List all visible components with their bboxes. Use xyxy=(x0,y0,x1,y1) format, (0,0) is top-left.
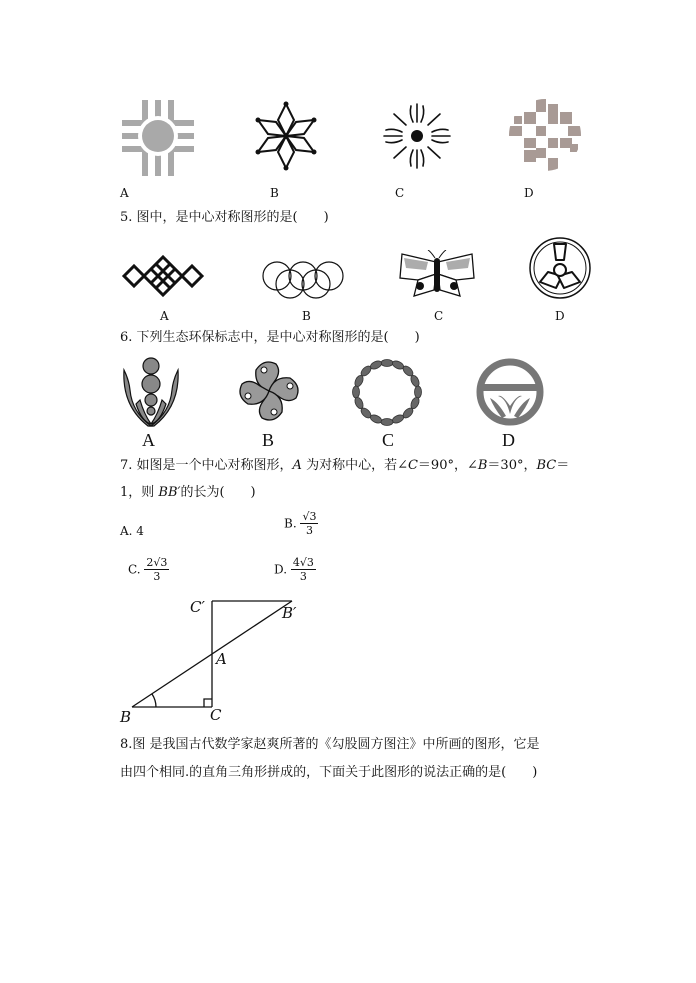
q7-choice-d-fraction xyxy=(291,556,316,583)
q7-stem-text: ＝90°，∠ xyxy=(417,458,478,473)
q7-choice-b-den: 3 xyxy=(305,524,313,537)
q7-stem-text: 1，则 xyxy=(120,485,159,500)
fig-label-b-prime: B′ xyxy=(282,604,297,622)
q6-label-c: C xyxy=(382,430,395,450)
q4-label-a: A xyxy=(120,186,129,200)
q7-stem-var-c: C xyxy=(407,458,418,473)
q5-label-c: C xyxy=(434,309,444,323)
q7-geometry-figure xyxy=(118,594,308,730)
q4-figure-c xyxy=(380,100,454,172)
q6-label-a: A xyxy=(142,430,155,450)
q7-choice-a: A. 4 xyxy=(120,524,144,538)
q5-figure-d xyxy=(528,236,592,300)
q6-figure-d xyxy=(476,358,544,426)
q7-choice-b-num: √3 xyxy=(302,510,317,523)
q7-choice-c-label: C. xyxy=(128,562,141,577)
q5-figure-c xyxy=(398,250,476,300)
q4-figure-d xyxy=(508,98,582,172)
q7-choice-d-num: 4√3 xyxy=(292,556,314,569)
q7-stem-var-bc: BC xyxy=(536,458,557,473)
q7-stem-text: 7. 如图是一个中心对称图形， xyxy=(120,458,293,473)
fig-label-a: A xyxy=(216,650,227,668)
fig-label-b: B xyxy=(120,708,132,726)
fig-label-c-prime: C′ xyxy=(190,598,205,616)
q6-figure-a xyxy=(120,356,182,428)
q7-stem-line2 xyxy=(120,483,256,503)
q7-choice-d xyxy=(274,556,316,583)
q5-label-b: B xyxy=(302,309,311,323)
angle-b-arc xyxy=(152,694,156,707)
q7-choice-c-num: 2√3 xyxy=(146,556,168,569)
q6-stem: 6. 下列生态环保标志中，是中心对称图形的是( ) xyxy=(120,330,420,345)
q4-label-c: C xyxy=(395,186,405,200)
q8-stem-line2: 由四个相同.的直角三角形拼成的，下面关于此图形的说法正确的是( ) xyxy=(120,765,538,780)
q6-figure-b xyxy=(234,356,304,426)
q7-choice-b-label: B. xyxy=(284,516,297,531)
q7-choice-b-fraction xyxy=(300,510,318,537)
q7-choice-d-den: 3 xyxy=(299,570,307,583)
q5-stem: 5. 图中，是中心对称图形的是( ) xyxy=(120,210,329,225)
q5-figure-b xyxy=(260,260,350,300)
q7-choice-c-den: 3 xyxy=(153,570,161,583)
q7-stem-text: ＝ xyxy=(556,458,570,473)
q6-label-d: D xyxy=(502,430,515,450)
q5-label-d: D xyxy=(555,309,565,323)
q4-figure-a xyxy=(120,98,196,178)
q7-stem-text: 为对称中心，若∠ xyxy=(301,458,408,473)
q7-stem-var-a: A xyxy=(292,458,302,473)
q4-label-b: B xyxy=(270,186,279,200)
q4-figure-b xyxy=(250,100,322,172)
fig-label-c: C xyxy=(210,706,222,724)
q7-stem-var-b: B xyxy=(477,458,488,473)
q7-choice-d-label: D. xyxy=(274,562,288,577)
q7-choice-c xyxy=(128,556,169,583)
q8-stem-line1: 8.图 是我国古代数学家赵爽所著的《勾股圆方图注》中所画的图形，它是 xyxy=(120,737,540,752)
q7-stem-line1 xyxy=(120,456,569,476)
q6-figure-c xyxy=(352,358,422,426)
q5-figure-a xyxy=(120,252,206,300)
q4-label-d: D xyxy=(524,186,534,200)
q7-stem-text: ＝30°， xyxy=(487,458,537,473)
q5-label-a: A xyxy=(160,309,169,323)
q7-choice-c-fraction xyxy=(144,556,169,583)
q7-stem-text: 的长为( ) xyxy=(180,485,256,500)
q7-choice-b xyxy=(284,510,318,537)
q6-label-b: B xyxy=(262,430,275,450)
q7-stem-var-bbp: BB′ xyxy=(158,485,181,500)
